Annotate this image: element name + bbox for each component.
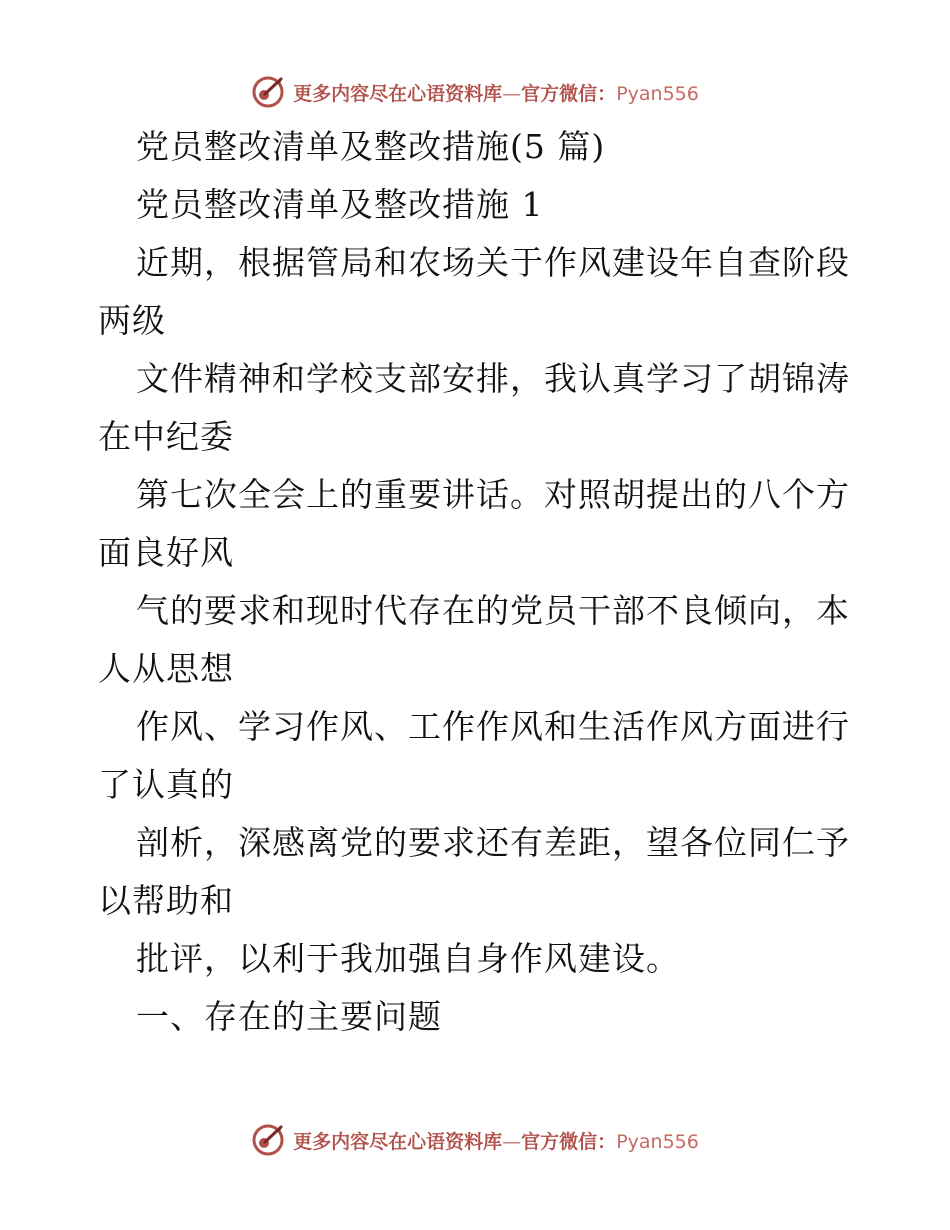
banner-main-text: 更多内容尽在心语资料库 xyxy=(293,82,503,105)
banner-separator: — xyxy=(502,1130,522,1153)
section-heading: 党员整改清单及整改措施 1 xyxy=(136,185,544,224)
paragraph-line: 了认真的 xyxy=(98,765,234,804)
brand-logo-icon xyxy=(251,1123,285,1157)
paragraph-line: 文件精神和学校支部安排，我认真学习了胡锦涛 xyxy=(136,359,850,398)
paragraph-line: 近期，根据管局和农场关于作风建设年自查阶段 xyxy=(136,243,850,282)
banner-suffix: 官方微信： xyxy=(521,1130,617,1153)
document-body xyxy=(98,118,858,1046)
subsection-heading: 一、存在的主要问题 xyxy=(136,997,442,1036)
paragraph-line: 剖析，深感离党的要求还有差距，望各位同仁予 xyxy=(136,823,850,862)
banner-account: Pyan556 xyxy=(616,82,699,105)
paragraph-line: 人从思想 xyxy=(98,649,234,688)
paragraph-line: 两级 xyxy=(98,301,166,340)
banner-suffix: 官方微信： xyxy=(521,82,617,105)
banner-separator: — xyxy=(502,82,522,105)
document-title: 党员整改清单及整改措施(5 篇) xyxy=(136,127,606,166)
paragraph-line: 面良好风 xyxy=(98,533,234,572)
banner-account: Pyan556 xyxy=(616,1130,699,1153)
paragraph-line: 以帮助和 xyxy=(98,881,234,920)
paragraph-line: 在中纪委 xyxy=(98,417,234,456)
paragraph-line: 作风、学习作风、工作作风和生活作风方面进行 xyxy=(136,707,850,746)
header-banner-text xyxy=(293,79,699,106)
paragraph-line: 第七次全会上的重要讲话。对照胡提出的八个方 xyxy=(136,475,850,514)
paragraph-line: 气的要求和现时代存在的党员干部不良倾向，本 xyxy=(136,591,850,630)
footer-banner-text xyxy=(293,1127,699,1154)
footer-banner xyxy=(0,1120,950,1160)
paragraph-line: 批评，以利于我加强自身作风建设。 xyxy=(136,939,680,978)
banner-main-text: 更多内容尽在心语资料库 xyxy=(293,1130,503,1153)
brand-logo-icon xyxy=(251,75,285,109)
header-banner xyxy=(0,72,950,112)
